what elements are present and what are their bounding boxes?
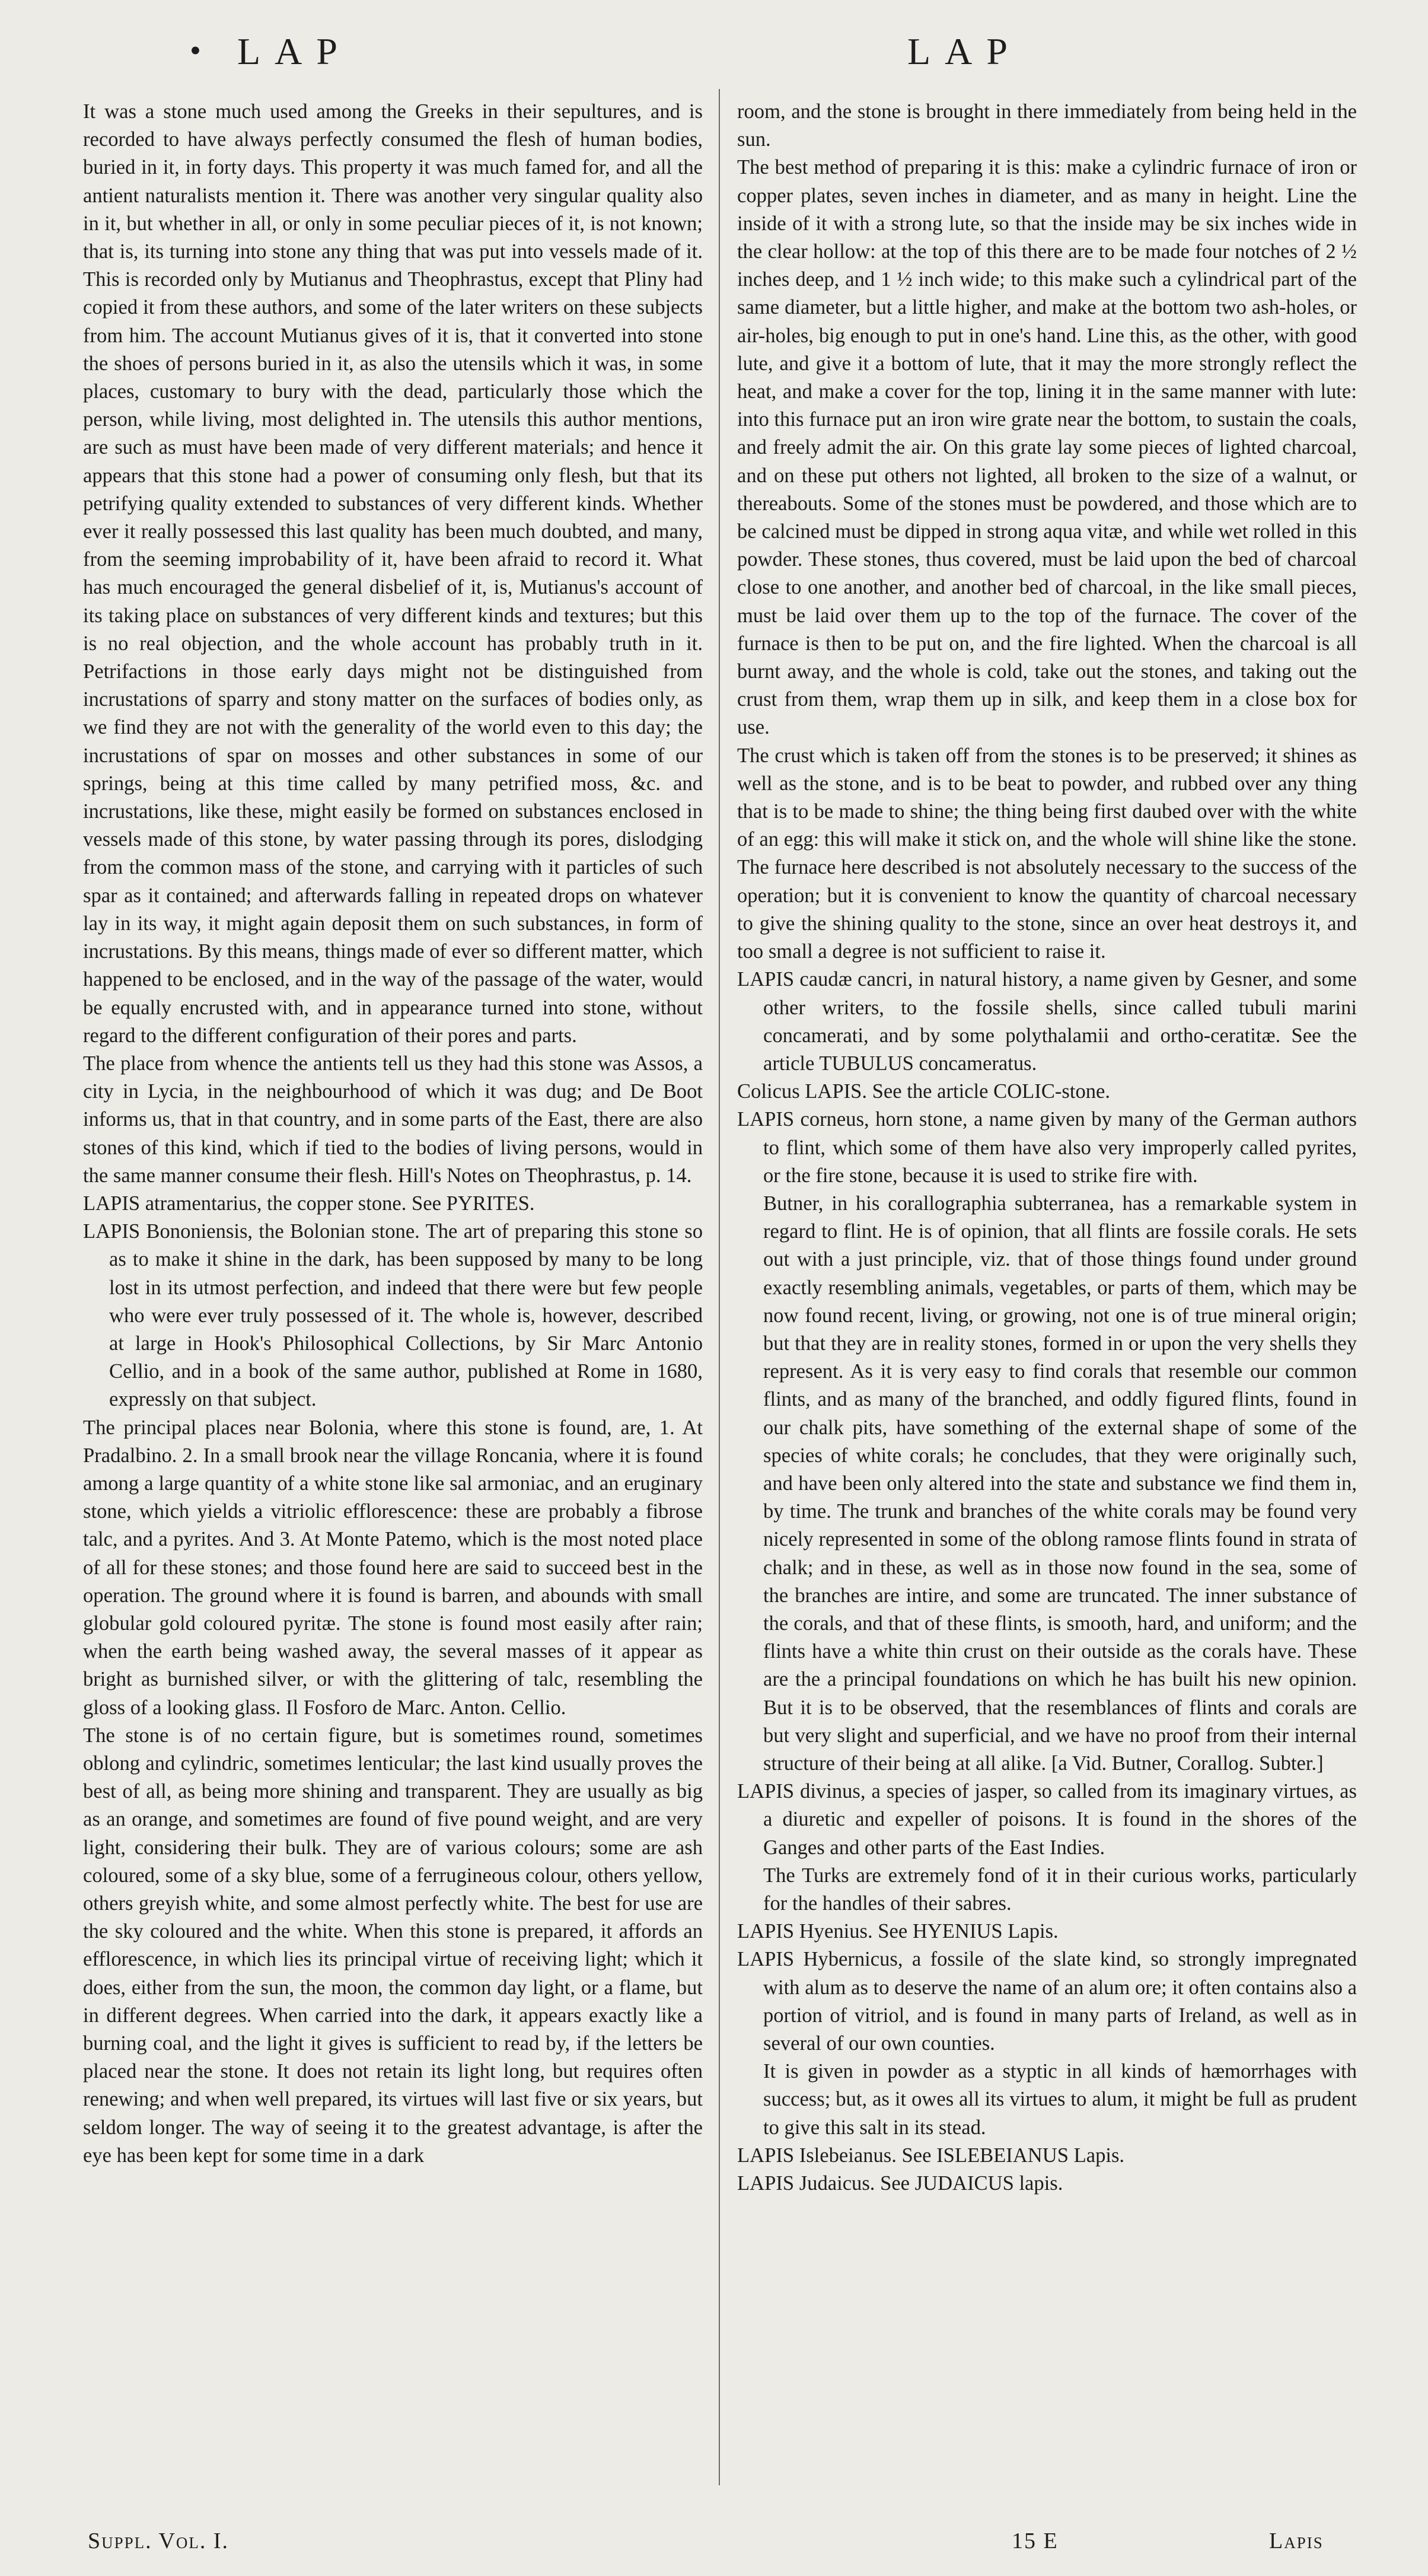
entry-hyenius: LAPIS Hyenius. See HYENIUS Lapis.	[737, 1920, 1059, 1943]
footer-signature: 15 E	[1012, 2529, 1059, 2553]
entry-bononiensis: LAPIS Bononiensis, the Bolonian stone. The art of preparing this stone so as to make it shine in the dark, has been supposed by many to be long lost in its utmost perfection, and indeed that there were but few people who were ever truly possessed of it. The whole is, however, described at large in Hook's Philosophical Collections, by Sir Marc Antonio Cellio, and in a book of the same author, published at Rome in 1680, expressly on that subject.	[83, 1220, 703, 1411]
running-head-left: • LAP	[237, 30, 352, 74]
entry-judaicus: LAPIS Judaicus. See JUDAICUS lapis.	[737, 2172, 1063, 2195]
paragraph: The Turks are extremely fond of it in their curious works, particularly for the handles of their sabres.	[763, 1864, 1357, 1915]
entry-divinus: LAPIS divinus, a species of jasper, so called from its imaginary virtues, as a diuretic and expeller of poisons. It is found in the shores of the Ganges and other parts of the East Indies.	[737, 1780, 1357, 1859]
footer-volume: Suppl. Vol. I.	[88, 2529, 230, 2553]
right-column	[737, 98, 1357, 2506]
paragraph: The stone is of no certain figure, but is sometimes round, sometimes oblong and cylindric, sometimes lenticular; the last kind usually proves the best of all, as being more shining and transparent. They are usually as big as an orange, and sometimes are found of five pound weight, and are very light, considering their bulk. They are of various colours; some are ash coloured, some of a sky blue, some of a ferrugineous colour, others yellow, others greyish white, and some almost perfectly white. The best for use are the sky coloured and the white. When this stone is prepared, it affords an efflorescence, in which lies its principal virtue of receiving light; which it does, either from the sun, the moon, the common day light, or a flame, but in different degrees. When carried into the dark, it appears exactly like a burning coal, and the light it gives is sufficient to read by, if the letters be placed near the stone. It does not retain its light long, but requires often renewing; and when well prepared, its virtues will last five or six years, but seldom longer. The way of seeing it to the greatest advantage, is after the eye has been kept for some time in a dark	[83, 1724, 703, 2167]
column-divider	[719, 89, 720, 2485]
entry-atramentarius: LAPIS atramentarius, the copper stone. See PYRITES.	[83, 1192, 535, 1215]
left-column	[83, 98, 703, 2506]
entry-islebeianus: LAPIS Islebeianus. See ISLEBEIANUS Lapis.	[737, 2144, 1125, 2167]
entry-corneus: LAPIS corneus, horn stone, a name given by many of the German authors to flint, which some of them have also very improperly called pyrites, or the fire stone, because it is used to strike fire with.	[737, 1108, 1357, 1187]
paragraph: The crust which is taken off from the stones is to be preserved; it shines as well as the stone, and is to be beat to powder, and rubbed over any thing that is to be made to shine; the thing being first daubed over with the white of an egg: this will make it stick on, and the whole will shine like the stone.	[737, 744, 1357, 851]
paragraph: The place from whence the antients tell us they had this stone was Assos, a city in Lycia, in the neighbourhood of which it was dug; and De Boot informs us, that in that country, and in some parts of the East, there are also stones of this kind, which if tied to the bodies of living persons, would in the same manner consume their flesh. Hill's Notes on Theophrastus, p. 14.	[83, 1052, 703, 1187]
paragraph: room, and the stone is brought in there immediately from being held in the sun.	[737, 100, 1357, 151]
paragraph: The best method of preparing it is this: make a cylindric furnace of iron or copper plates, seven inches in diameter, and as many in height. Line the inside of it with a strong lute, so that the inside may be six inches wide in the clear hollow: at the top of this there are to be made four notches of 2 ½ inches deep, and 1 ½ inch wide; to this make such a cylindrical part of the same diameter, but a little higher, and make at the bottom two ash-holes, or air-holes, big enough to put in one's hand. Line this, as the other, with good lute, and give it a bottom of lute, that it may the more strongly reflect the heat, and make a cover for the top, lining it in the same manner with lute: into this furnace put an iron wire grate near the bottom, to sustain the coals, and freely admit the air. On this grate lay some pieces of lighted charcoal, and on these put others not lighted, all broken to the size of a walnut, or thereabouts. Some of the stones must be powdered, and those which are to be calcined must be dipped in strong aqua vitæ, and while wet rolled in this powder. These stones, thus covered, must be laid upon the bed of charcoal close to one another, and another bed of charcoal, in the like small pieces, must be laid over them up to the top of the furnace. The cover of the furnace is then to be put on, and the fire lighted. When the charcoal is all burnt away, and the whole is cold, take out the stones, and taking out the crust from them, wrap them up in silk, and keep them in a close box for use.	[737, 156, 1357, 739]
entry-caudae-cancri: LAPIS caudæ cancri, in natural history, a name given by Gesner, and some other writers, to the fossile shells, since called tubuli marini concamerati, and by some polythalamii and ortho-ceratitæ. See the article TUBULUS concameratus.	[737, 968, 1357, 1075]
paragraph: It was a stone much used among the Greeks in their sepultures, and is recorded to have always perfectly consumed the flesh of human bodies, buried in it, in forty days. This property it was much famed for, and all the antient naturalists mention it. There was another very singular quality also in it, but whether in all, or only in some peculiar pieces of it, is not known; that is, its turning into stone any thing that was put into vessels made of it. This is recorded only by Mutianus and Theophrastus, except that Pliny had copied it from these authors, and some of the later writers on these subjects from him. The account Mutianus gives of it is, that it converted into stone the shoes of persons buried in it, as also the utensils which it was, in some places, customary to bury with the dead, particularly those which the person, while living, most delighted in. The utensils this author mentions, are such as must have been made of very different materials; and hence it appears that this stone had a power of consuming only flesh, but that its petrifying quality extended to substances of very different kinds. Whether ever it really possessed this last quality has been much doubted, and many, from the seeming improbability of it, have been afraid to record it. What has much encouraged the general disbelief of it, is, Mutianus's account of its taking place on substances of very different kinds and textures; but this is no real objection, and the whole account has probably truth in it. Petrifactions in those early days might not be distinguished from incrustations of sparry and stony matter on the surfaces of bodies only, as we find they are not with the generality of the world even to this day; the incrustations of spar on mosses and other substances in some of our springs, being at this time called by many petrified moss, &c. and incrustations, like these, might easily be formed on substances enclosed in vessels made of this stone, by water passing through its pores, dislodging from the common mass of the stone, and carrying with it particles of such spar as it contained; and afterwards falling in repeated drops on whatever lay in its way, it might again deposit them on such substances, in form of incrustations. By this means, things made of ever so different matter, which happened to be enclosed, and in the way of the passage of the water, would be equally encrusted with, and in appearance turned into stone, without regard to the different configuration of their pores and parts.	[83, 100, 703, 1047]
paragraph: Butner, in his corallographia subterranea, has a remarkable system in regard to flint. He is of opinion, that all flints are fossile corals. He sets out with a just principle, viz. that of those things found under ground exactly resembling animals, vegetables, or parts of them, which may be now found recent, living, or growing, not one is of true mineral origin; but that they are in reality stones, formed in or upon the very shells they represent. As it is very easy to find corals that resemble our common flints, and as many of the branched, and oddly figured flints, found in our chalk pits, have something of the external shape of some of the species of white corals; he concludes, that they were originally such, and have been only altered into the state and substance we find them in, by time. The trunk and branches of the white corals may be found very nicely represented in some of the oblong ramose flints found in strata of chalk; and in these, as well as in those now found in the sea, some of the branches are intire, and some are truncated. The inner substance of the corals, and that of these flints, is smooth, hard, and uniform; and the flints have a white thin crust on their outside as the corals have. These are the a principal foundations on which he has built his new opinion. But it is to be observed, that the resemblances of flints and corals are but very slight and superficial, and we have no proof from their internal structure of their being at all alike. [a Vid. Butner, Corallog. Subter.]	[763, 1192, 1357, 1775]
footer-catchword: Lapis	[1269, 2529, 1324, 2553]
paragraph: The furnace here described is not absolutely necessary to the success of the operation; but it is convenient to know the quantity of charcoal necessary to give the shining quality to the stone, since an over heat destroys it, and too small a degree is not sufficient to raise it.	[737, 856, 1357, 963]
paragraph: The principal places near Bolonia, where this stone is found, are, 1. At Pradalbino. 2. In a small brook near the village Roncania, where it is found among a large quantity of a white stone like sal armoniac, and an eruginary stone, which yields a vitriolic efflorescence: these are probably a fibrose talc, and a pyrites. And 3. At Monte Patemo, which is the most noted place of all for these stones; and those found here are said to succeed best in the operation. The ground where it is found is barren, and abounds with small globular gold coloured pyritæ. The stone is found most easily after rain; when the earth being washed away, the several masses of it appear as bright as burnished silver, or with the glittering of talc, resembling the gloss of a looking glass. Il Fosforo de Marc. Anton. Cellio.	[83, 1416, 703, 1719]
entry-hybernicus: LAPIS Hybernicus, a fossile of the slate kind, so strongly impregnated with alum as to deserve the name of an alum ore; it often contains also a portion of vitriol, and is found in many parts of Ireland, as well as in several of our own counties.	[737, 1948, 1357, 2055]
running-head-right: LAP	[907, 30, 1022, 72]
entry-colicus: Colicus LAPIS. See the article COLIC-stone.	[737, 1080, 1111, 1103]
paragraph: It is given in powder as a styptic in all kinds of hæmorrhages with success; but, as it owes all its virtues to alum, it might be full as prudent to give this salt in its stead.	[763, 2060, 1357, 2139]
